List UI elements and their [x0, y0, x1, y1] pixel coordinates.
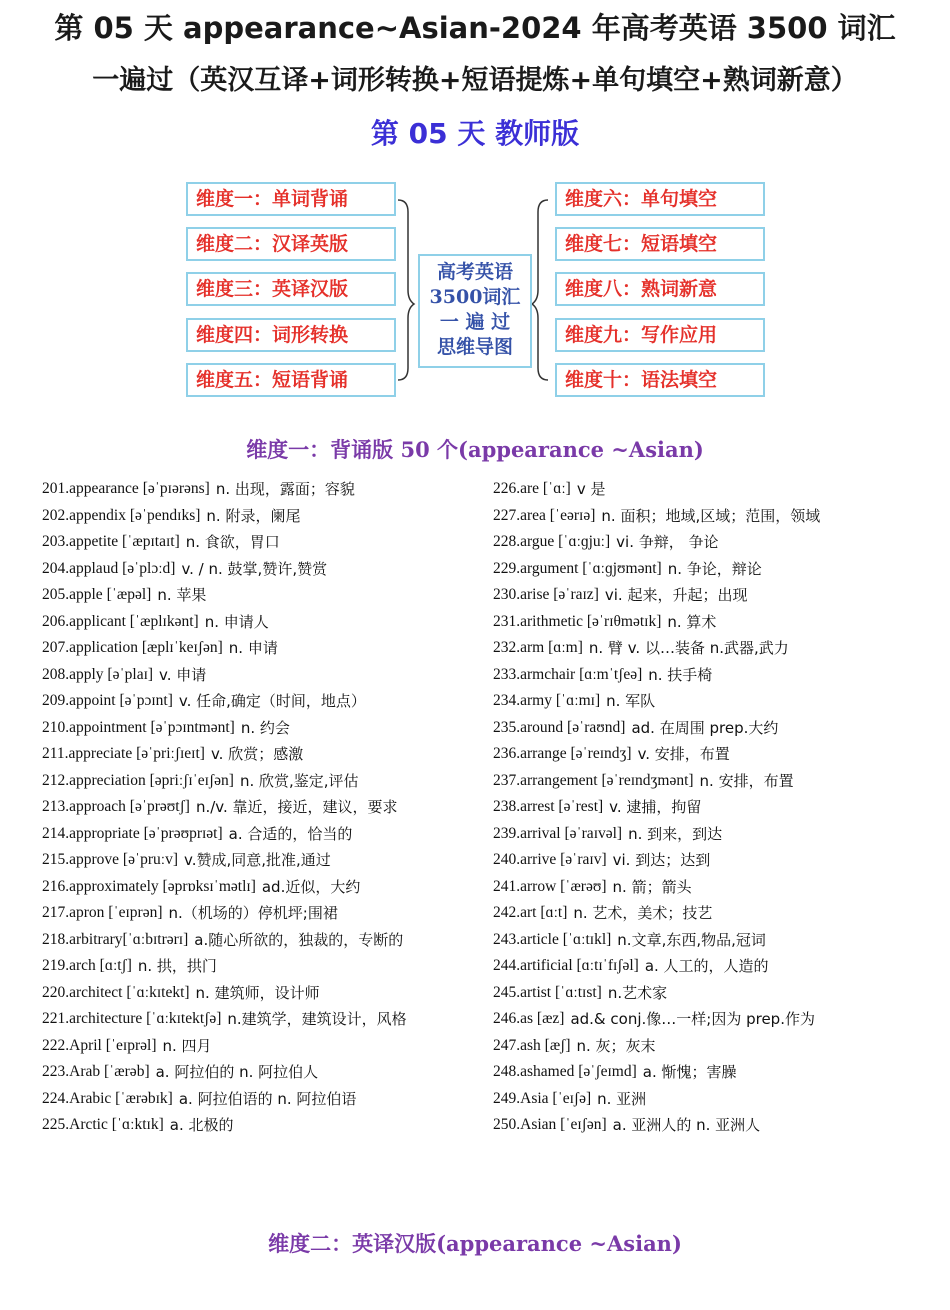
word-entry [42, 741, 472, 768]
word-entry [42, 715, 472, 742]
word-entry [493, 715, 933, 742]
word-headword: 220.architect [ˈɑːkɪtekt] [42, 983, 190, 1001]
mindmap-center-line-2: 3500词汇 [429, 286, 521, 308]
section-heading-2: 维度二：英译汉版(appearance ~Asian) [268, 1231, 682, 1256]
word-entry [493, 556, 933, 583]
word-meaning: vi. 到达；达到 [612, 851, 711, 869]
mindmap-right-box-1: 维度六：单句填空 [555, 182, 765, 216]
word-meaning: v. / n. 鼓掌,赞许,赞赏 [181, 559, 328, 578]
word-headword: 217.apron [ˈeɪprən] [42, 904, 163, 921]
word-entry [42, 1086, 472, 1113]
word-entry [493, 582, 933, 609]
word-meaning: n. 拱，拱门 [137, 957, 217, 975]
word-meaning: n. 约会 [240, 718, 290, 737]
word-meaning: n. 艺术，美术；技艺 [573, 904, 713, 922]
word-meaning: a. 惭愧；害臊 [642, 1063, 737, 1081]
word-headword: 213.approach [əˈprəʊtʃ] [42, 798, 190, 815]
word-entry [493, 1006, 933, 1033]
word-meaning: ad.近似，大约 [261, 877, 361, 896]
word-entry [493, 1112, 933, 1139]
word-headword: 227.area [ˈeərɪə] [493, 506, 596, 524]
word-entry [42, 874, 472, 901]
word-entry [493, 847, 933, 874]
word-entry [42, 582, 472, 609]
word-entry [493, 688, 933, 715]
mindmap-center-line-3: 一 遍 过 [439, 311, 511, 333]
word-headword: 234.army [ˈɑːmɪ] [493, 692, 601, 709]
word-headword: 230.arise [əˈraɪz] [493, 586, 599, 603]
word-entry [42, 794, 472, 821]
word-entry [493, 662, 933, 689]
word-meaning: n.（机场的）停机坪;围裙 [168, 904, 338, 922]
word-meaning: vi. 起来，升起；出现 [604, 586, 748, 604]
word-meaning: a. 亚洲人的 n. 亚洲人 [612, 1116, 761, 1134]
mindmap-right-box-3: 维度八：熟词新意 [555, 272, 765, 306]
word-entry [493, 609, 933, 636]
word-meaning: n./v. 靠近，接近，建议，要求 [195, 798, 398, 816]
mindmap-left-box-3: 维度三：英译汉版 [186, 272, 396, 306]
word-entry [42, 1059, 472, 1086]
word-entry [493, 1086, 933, 1113]
word-meaning: v. 申请 [159, 665, 207, 684]
word-meaning: a. 北极的 [169, 1116, 234, 1134]
word-entry [493, 953, 933, 980]
word-entry [42, 927, 472, 954]
word-entry [493, 529, 933, 556]
word-headword: 205.apple [ˈæpəl] [42, 586, 152, 603]
word-entry [493, 635, 933, 662]
word-entry [493, 900, 933, 927]
word-headword: 210.appointment [əˈpɔɪntmənt] [42, 718, 235, 736]
word-list-right [493, 476, 933, 1139]
word-meaning: n. 附录，阑尾 [206, 506, 301, 525]
word-meaning: n. 算术 [667, 612, 717, 631]
word-headword: 221.architecture [ˈɑːkɪtektʃə] [42, 1010, 222, 1027]
word-meaning: n. 军队 [606, 692, 656, 710]
word-entry [493, 821, 933, 848]
mindmap-left-box-4: 维度四：词形转换 [186, 318, 396, 352]
word-meaning: n. 扶手椅 [648, 665, 713, 684]
word-headword: 214.appropriate [əˈprəʊprɪət] [42, 824, 223, 842]
word-entry [493, 980, 933, 1007]
word-meaning: n. 亚洲 [597, 1089, 647, 1108]
word-entry [493, 768, 933, 795]
word-entry [42, 503, 472, 530]
word-headword: 229.argument [ˈɑːɡjʊmənt] [493, 559, 662, 577]
word-meaning: n. 面积；地域,区域；范围，领域 [601, 506, 821, 525]
word-meaning: n. 申请人 [204, 612, 269, 631]
mindmap-right-box-2: 维度七：短语填空 [555, 227, 765, 261]
word-meaning: n. 箭；箭头 [612, 877, 692, 896]
word-headword: 239.arrival [əˈraɪvəl] [493, 824, 623, 842]
mindmap-center-box [418, 254, 532, 368]
word-headword: 226.are [ˈɑː] [493, 480, 571, 497]
title-line-2: 一遍过（英汉互译+词形转换+短语提炼+单句填空+熟词新意） [92, 65, 858, 96]
word-entry [42, 953, 472, 980]
word-headword: 224.Arabic [ˈærəbɪk] [42, 1089, 173, 1107]
word-headword: 201.appearance [əˈpɪərəns] [42, 480, 210, 497]
word-headword: 223.Arab [ˈærəb] [42, 1063, 150, 1080]
word-headword: 218.arbitrary[ˈɑːbɪtrərɪ] [42, 930, 189, 948]
word-entry [42, 529, 472, 556]
word-headword: 204.applaud [əˈplɔːd] [42, 559, 176, 577]
word-entry [42, 847, 472, 874]
word-meaning: n.建筑学，建筑设计，风格 [227, 1010, 407, 1028]
word-headword: 237.arrangement [əˈreɪndʒmənt] [493, 771, 694, 789]
word-headword: 215.approve [əˈpruːv] [42, 851, 179, 868]
word-headword: 240.arrive [əˈraɪv] [493, 851, 607, 868]
word-entry [42, 900, 472, 927]
word-meaning: n.艺术家 [607, 983, 668, 1002]
word-meaning: n. 欣赏,鉴定,评估 [239, 771, 359, 790]
word-headword: 247.ash [æʃ] [493, 1036, 571, 1054]
word-meaning: a.随心所欲的，独裁的，专断的 [194, 930, 404, 949]
word-meaning: n. 四月 [162, 1036, 212, 1055]
word-headword: 245.artist [ˈɑːtɪst] [493, 983, 602, 1001]
word-meaning: v. 任命,确定（时间，地点） [178, 692, 366, 710]
word-entry [493, 741, 933, 768]
word-headword: 208.apply [əˈplaɪ] [42, 665, 154, 683]
word-entry [42, 1112, 472, 1139]
word-entry [493, 1033, 933, 1060]
word-headword: 231.arithmetic [əˈrɪθmətɪk] [493, 612, 662, 630]
word-meaning: n. 灰；灰末 [576, 1036, 656, 1055]
word-meaning: n. 苹果 [157, 586, 207, 604]
word-meaning: v 是 [576, 480, 606, 498]
word-entry [42, 476, 472, 503]
word-meaning: n. 建筑师，设计师 [195, 983, 320, 1002]
word-entry [42, 662, 472, 689]
mindmap-center-line-1: 高考英语 [436, 261, 513, 283]
word-meaning: a. 阿拉伯语的 n. 阿拉伯语 [178, 1089, 357, 1108]
word-headword: 244.artificial [ɑːtɪˈfɪʃəl] [493, 957, 639, 974]
word-headword: 206.applicant [ˈæplɪkənt] [42, 612, 199, 630]
word-meaning: ad. 在周围 prep.大约 [631, 718, 779, 737]
word-headword: 211.appreciate [əˈpriːʃɪeɪt] [42, 745, 205, 762]
word-entry [42, 768, 472, 795]
mindmap-right-box-4: 维度九：写作应用 [555, 318, 765, 352]
word-headword: 203.appetite [ˈæpɪtaɪt] [42, 533, 180, 550]
word-entry [493, 1059, 933, 1086]
word-meaning: v. 安排，布置 [637, 745, 730, 763]
word-meaning: n. 安排，布置 [699, 771, 794, 790]
word-headword: 235.around [əˈraʊnd] [493, 718, 626, 736]
word-meaning: n. 申请 [228, 639, 278, 657]
word-headword: 248.ashamed [əˈʃeɪmd] [493, 1063, 637, 1080]
word-entry [42, 1006, 472, 1033]
word-headword: 246.as [æz] [493, 1010, 565, 1027]
word-meaning: vi. 争辩， 争论 [616, 533, 719, 551]
mindmap-right-box-5: 维度十：语法填空 [555, 363, 765, 397]
word-headword: 225.Arctic [ˈɑːktɪk] [42, 1116, 164, 1133]
word-meaning: v.赞成,同意,批准,通过 [184, 851, 331, 869]
word-headword: 233.armchair [ɑːmˈtʃeə] [493, 665, 643, 683]
word-headword: 243.article [ˈɑːtɪkl] [493, 930, 612, 948]
word-headword: 222.April [ˈeɪprəl] [42, 1036, 157, 1054]
word-meaning: n.文章,东西,物品,冠词 [617, 930, 766, 949]
word-meaning: n. 到来，到达 [628, 824, 723, 843]
word-entry [42, 821, 472, 848]
word-headword: 238.arrest [əˈrest] [493, 798, 604, 815]
word-headword: 241.arrow [ˈærəʊ] [493, 877, 607, 895]
mindmap-left-box-5: 维度五：短语背诵 [186, 363, 396, 397]
word-entry [493, 794, 933, 821]
word-entry [42, 980, 472, 1007]
word-headword: 242.art [ɑːt] [493, 904, 568, 921]
word-meaning: n. 臂 v. 以…装备 n.武器,武力 [588, 639, 789, 657]
section-heading-1: 维度一：背诵版 50 个(appearance ~Asian) [246, 437, 704, 462]
word-headword: 207.application [æplɪˈkeɪʃən] [42, 639, 223, 656]
word-entry [493, 927, 933, 954]
word-meaning: n. 争论，辩论 [667, 559, 762, 578]
word-meaning: a. 人工的，人造的 [644, 957, 769, 975]
word-meaning: ad.& conj.像…一样;因为 prep.作为 [570, 1010, 815, 1028]
word-entry [42, 609, 472, 636]
word-entry [42, 688, 472, 715]
word-headword: 228.argue [ˈɑːɡjuː] [493, 533, 611, 550]
word-entry [493, 476, 933, 503]
title-line-3: 第 05 天 教师版 [370, 117, 580, 150]
word-headword: 212.appreciation [əpriːʃɪˈeɪʃən] [42, 771, 234, 789]
word-meaning: n. 食欲，胃口 [185, 533, 280, 551]
word-headword: 202.appendix [əˈpendɪks] [42, 506, 201, 524]
word-headword: 236.arrange [əˈreɪndʒ] [493, 745, 632, 762]
word-meaning: a. 合适的，恰当的 [228, 824, 353, 843]
word-meaning: v. 欣赏；感激 [210, 745, 304, 763]
mindmap-left-box-2: 维度二：汉译英版 [186, 227, 396, 261]
word-entry [42, 556, 472, 583]
word-headword: 216.approximately [əprɒksɪˈmətlɪ] [42, 877, 256, 895]
word-headword: 219.arch [ɑːtʃ] [42, 957, 132, 974]
word-entry [42, 1033, 472, 1060]
word-meaning: a. 阿拉伯的 n. 阿拉伯人 [155, 1063, 319, 1081]
word-list-left [42, 476, 472, 1139]
mindmap-center-line-4: 思维导图 [436, 336, 513, 358]
word-headword: 250.Asian [ˈeɪʃən] [493, 1116, 607, 1133]
word-headword: 249.Asia [ˈeɪʃə] [493, 1089, 592, 1107]
word-entry [42, 635, 472, 662]
title-line-1: 第 05 天 appearance~Asian-2024 年高考英语 3500 词汇 [54, 11, 896, 45]
word-headword: 232.arm [ɑːm] [493, 639, 583, 656]
word-entry [493, 503, 933, 530]
word-entry [493, 874, 933, 901]
mindmap-left-box-1: 维度一：单词背诵 [186, 182, 396, 216]
word-headword: 209.appoint [əˈpɔɪnt] [42, 692, 173, 709]
word-meaning: n. 出现，露面；容貌 [215, 480, 355, 498]
word-meaning: v. 逮捕，拘留 [609, 798, 702, 816]
